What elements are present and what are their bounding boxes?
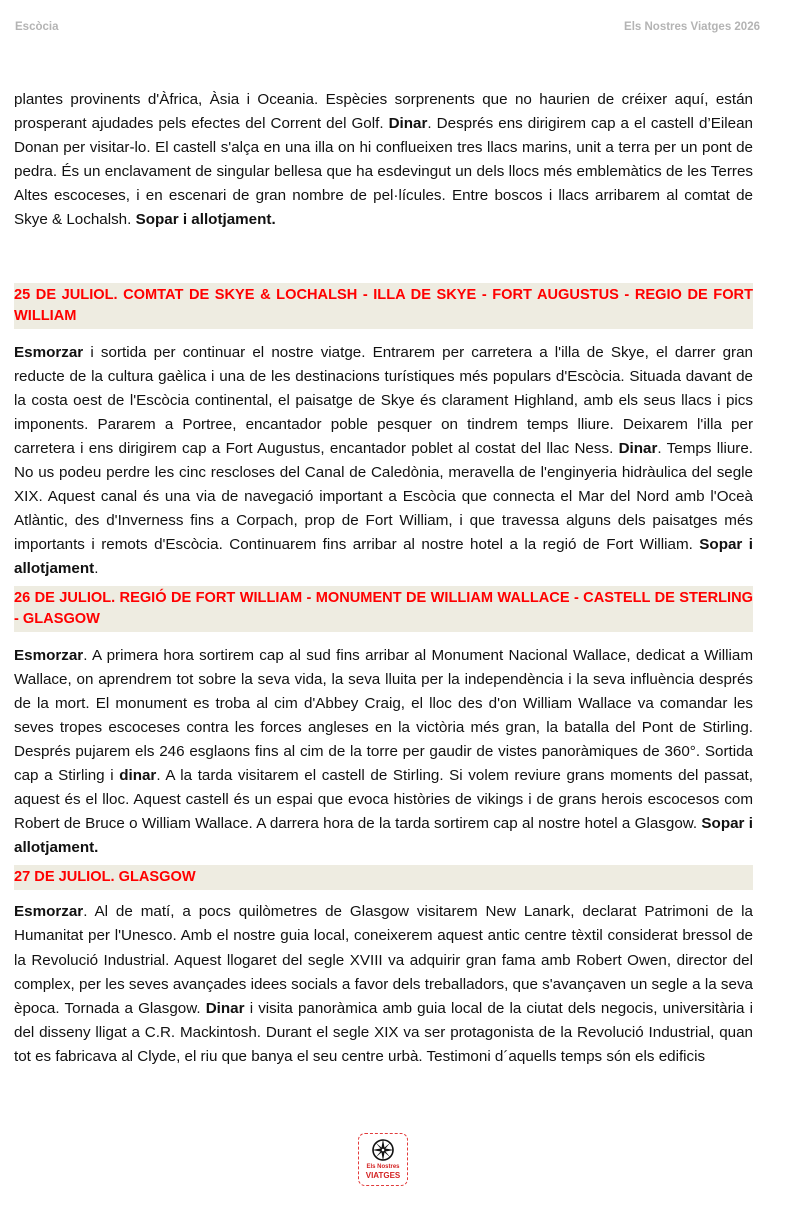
day-heading-27-july: 27 DE JULIOL. GLASGOW — [14, 865, 753, 890]
header-left-title: Escòcia — [15, 21, 59, 33]
compass-rose-icon — [371, 1138, 395, 1162]
day-heading-25-july: 25 DE JULIOL. COMTAT DE SKYE & LOCHALSH - ILLA DE SKYE - FORT AUGUSTUS - REGIO DE FORT WILLIAM — [14, 283, 753, 329]
day-paragraph-25-july: Esmorzar i sortida per continuar el nostre viatge. Entrarem per carretera a l'illa de Skye, el darrer gran reducte de la cultura gaèlica i una de les destinacions turístiques més populars d'Escòcia. Situada davant de la costa oest de l'Escòcia continental, el paisatge de Skye és clarament Highland, amb els seus llacs i pics imponents. Pararem a Portree, encantador poble pesquer on tindrem temps lliure. Deixarem l'illa per carretera i ens dirigirem cap a Fort Augustus, encantador poblet al costat del llac Ness. Dinar. Temps lliure. No us podeu perdre les cinc rescloses del Canal de Caledònia, meravella de l'enginyeria hidràulica del segle XIX. Aquest canal és una via de navegació important a Escòcia que connecta el Mar del Nord amb l'Oceà Atlàntic, des d'Inverness fins a Corpach, prop de Fort William, i que travessa alguns dels paisatges més importants i remots d'Escòcia. Continuarem fins arribar al nostre hotel a la regió de Fort William. Sopar i allotjament. — [14, 343, 753, 578]
header-right-title: Els Nostres Viatges 2026 — [624, 21, 760, 33]
day-heading-26-july: 26 DE JULIOL. REGIÓ DE FORT WILLIAM - MONUMENT DE WILLIAM WALLACE - CASTELL DE STERLING - GLASGOW — [14, 586, 753, 632]
els-nostres-viatges-logo — [358, 1133, 408, 1186]
logo-line-2: VIATGES — [365, 1171, 401, 1180]
document-body — [14, 88, 753, 1069]
day-paragraph-26-july: Esmorzar. A primera hora sortirem cap al sud fins arribar al Monument Nacional Wallace, dedicat a William Wallace, on aprendrem tot sobre la seva vida, la seva lluita per la independència i la seva influència després de la mort. El monument es troba al cim d'Abbey Craig, el lloc des d'on William Wallace va comandar les seves tropes escoceses contra les forces angleses en la victòria més gran, la batalla del Pont de Stirling. Després pujarem els 246 esglaons fins al cim de la torre per gaudir de vistes panoràmiques de 360°. Sortida cap a Stirling i dinar. A la tarda visitarem el castell de Stirling. Si volem reviure grans moments del passat, aquest és el lloc. Aquest castell és un espai que evoca històries de vikings i de grans herois escocesos com Robert de Bruce o William Wallace. A darrera hora de la tarda sortirem cap al nostre hotel a Glasgow. Sopar i allotjament. — [14, 646, 753, 857]
day-paragraph-27-july: Esmorzar. Al de matí, a pocs quilòmetres de Glasgow visitarem New Lanark, declarat Patrimoni de la Humanitat per l'Unesco. Amb el nostre guia local, coneixerem aquest antic centre tèxtil considerat bressol de la Revolució Industrial. Aquest llogaret del segle XVIII va adquirir gran fama amb Robert Owen, director del complex, per les seves avançades idees socials a favor dels treballadors, que s'avançaven un segle a la seva època. Tornada a Glasgow. Dinar i visita panoràmica amb guia local de la ciutat dels negocis, universitària i del disseny lligat a C.R. Mackintosh. Durant el segle XIX va ser protagonista de la Revolució Industrial, quan tot es fabricava al Clyde, el riu que banya el seu centre urbà. Testimoni d´aquells temps són els edificis — [14, 903, 753, 1065]
intro-paragraph: plantes provinents d'Àfrica, Àsia i Oceania. Espècies sorprenents que no haurien de créixer aquí, están prosperant ajudades pels efectes del Corrent del Golf. Dinar. Després ens dirigirem cap a el castell d’Eilean Donan per visitar-lo. El castell s'alça en una illa on hi conflueixen tres llacs marins, unit a terra per un pont de pedra. És un enclavament de singular bellesa que ha esdevingut un dels llocs més emblemàtics de les Terres Altes escoceses, i en escenari de gran nombre de pel·lícules. Entre boscos i llacs arribarem al comtat de Skye & Lochalsh. Sopar i allotjament. — [14, 91, 753, 229]
page-header — [15, 19, 760, 35]
logo-line-1: Els Nostres — [366, 1164, 400, 1170]
